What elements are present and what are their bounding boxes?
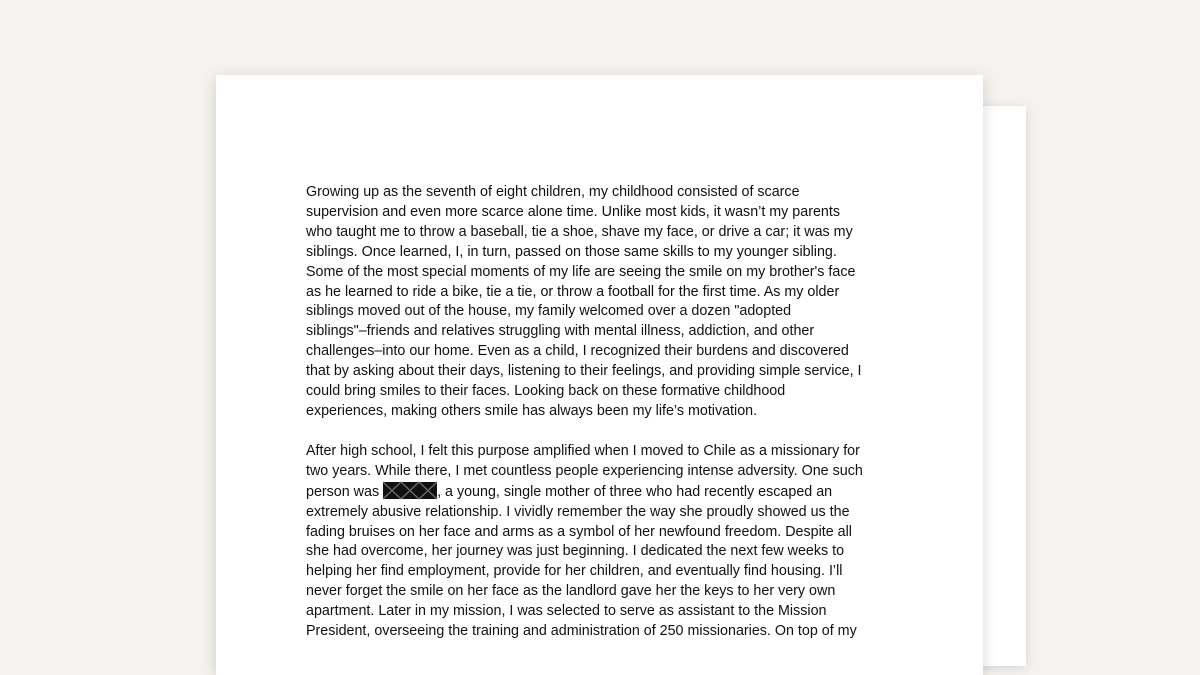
text-line: After high school, I felt this purpose amplified when I moved to Chile as a missionary for <box>306 442 860 459</box>
text-line-with-redaction <box>306 482 906 503</box>
redaction-block <box>383 482 437 499</box>
text-line: fading bruises on her face and arms as a symbol of her newfound freedom. Despite all <box>306 523 852 540</box>
text-line: who taught me to throw a baseball, tie a shoe, shave my face, or drive a car; it was my <box>306 223 853 240</box>
text-line: apartment. Later in my mission, I was selected to serve as assistant to the Mission <box>306 603 827 620</box>
text-line: never forget the smile on her face as the landlord gave her the keys to her very own <box>306 583 836 600</box>
paragraph-2 <box>306 442 906 642</box>
document-page <box>216 75 983 675</box>
text-line: supervision and even more scarce alone time. Unlike most kids, it wasn’t my parents <box>306 203 840 220</box>
text-line: siblings moved out of the house, my family welcomed over a dozen "adopted <box>306 303 792 320</box>
text-segment: person was <box>306 483 384 500</box>
text-line: Growing up as the seventh of eight children, my childhood consisted of scarce <box>306 184 800 200</box>
text-line: experiences, making others smile has always been my life’s motivation. <box>306 402 758 419</box>
text-segment: , a young, single mother of three who had recently escaped an <box>437 483 833 500</box>
text-line: President, overseeing the training and administration of 250 missionaries. On top of my <box>306 623 857 640</box>
text-line: siblings"–friends and relatives struggling with mental illness, addiction, and other <box>306 323 815 340</box>
text-line: Some of the most special moments of my life are seeing the smile on my brother's face <box>306 263 856 280</box>
text-line: that by asking about their days, listening to their feelings, and providing simple service, I <box>306 363 862 380</box>
redaction-cross-hatch-icon <box>383 482 437 499</box>
paragraph-1 <box>306 183 906 422</box>
text-line: two years. While there, I met countless people experiencing intense adversity. One such <box>306 462 863 479</box>
text-line: she had overcome, her journey was just beginning. I dedicated the next few weeks to <box>306 543 845 560</box>
text-line: extremely abusive relationship. I vividly remember the way she proudly showed us the <box>306 503 850 520</box>
essay-body <box>306 183 906 662</box>
text-line: helping her find employment, provide for her children, and eventually find housing. I’ll <box>306 563 843 580</box>
text-line: challenges–into our home. Even as a child, I recognized their burdens and discovered <box>306 343 849 360</box>
text-line: could bring smiles to their faces. Looking back on these formative childhood <box>306 383 786 400</box>
text-line: as he learned to ride a bike, tie a tie, or throw a football for the first time. As my older <box>306 283 840 300</box>
text-line: siblings. Once learned, I, in turn, passed on those same skills to my younger sibling. <box>306 243 837 260</box>
